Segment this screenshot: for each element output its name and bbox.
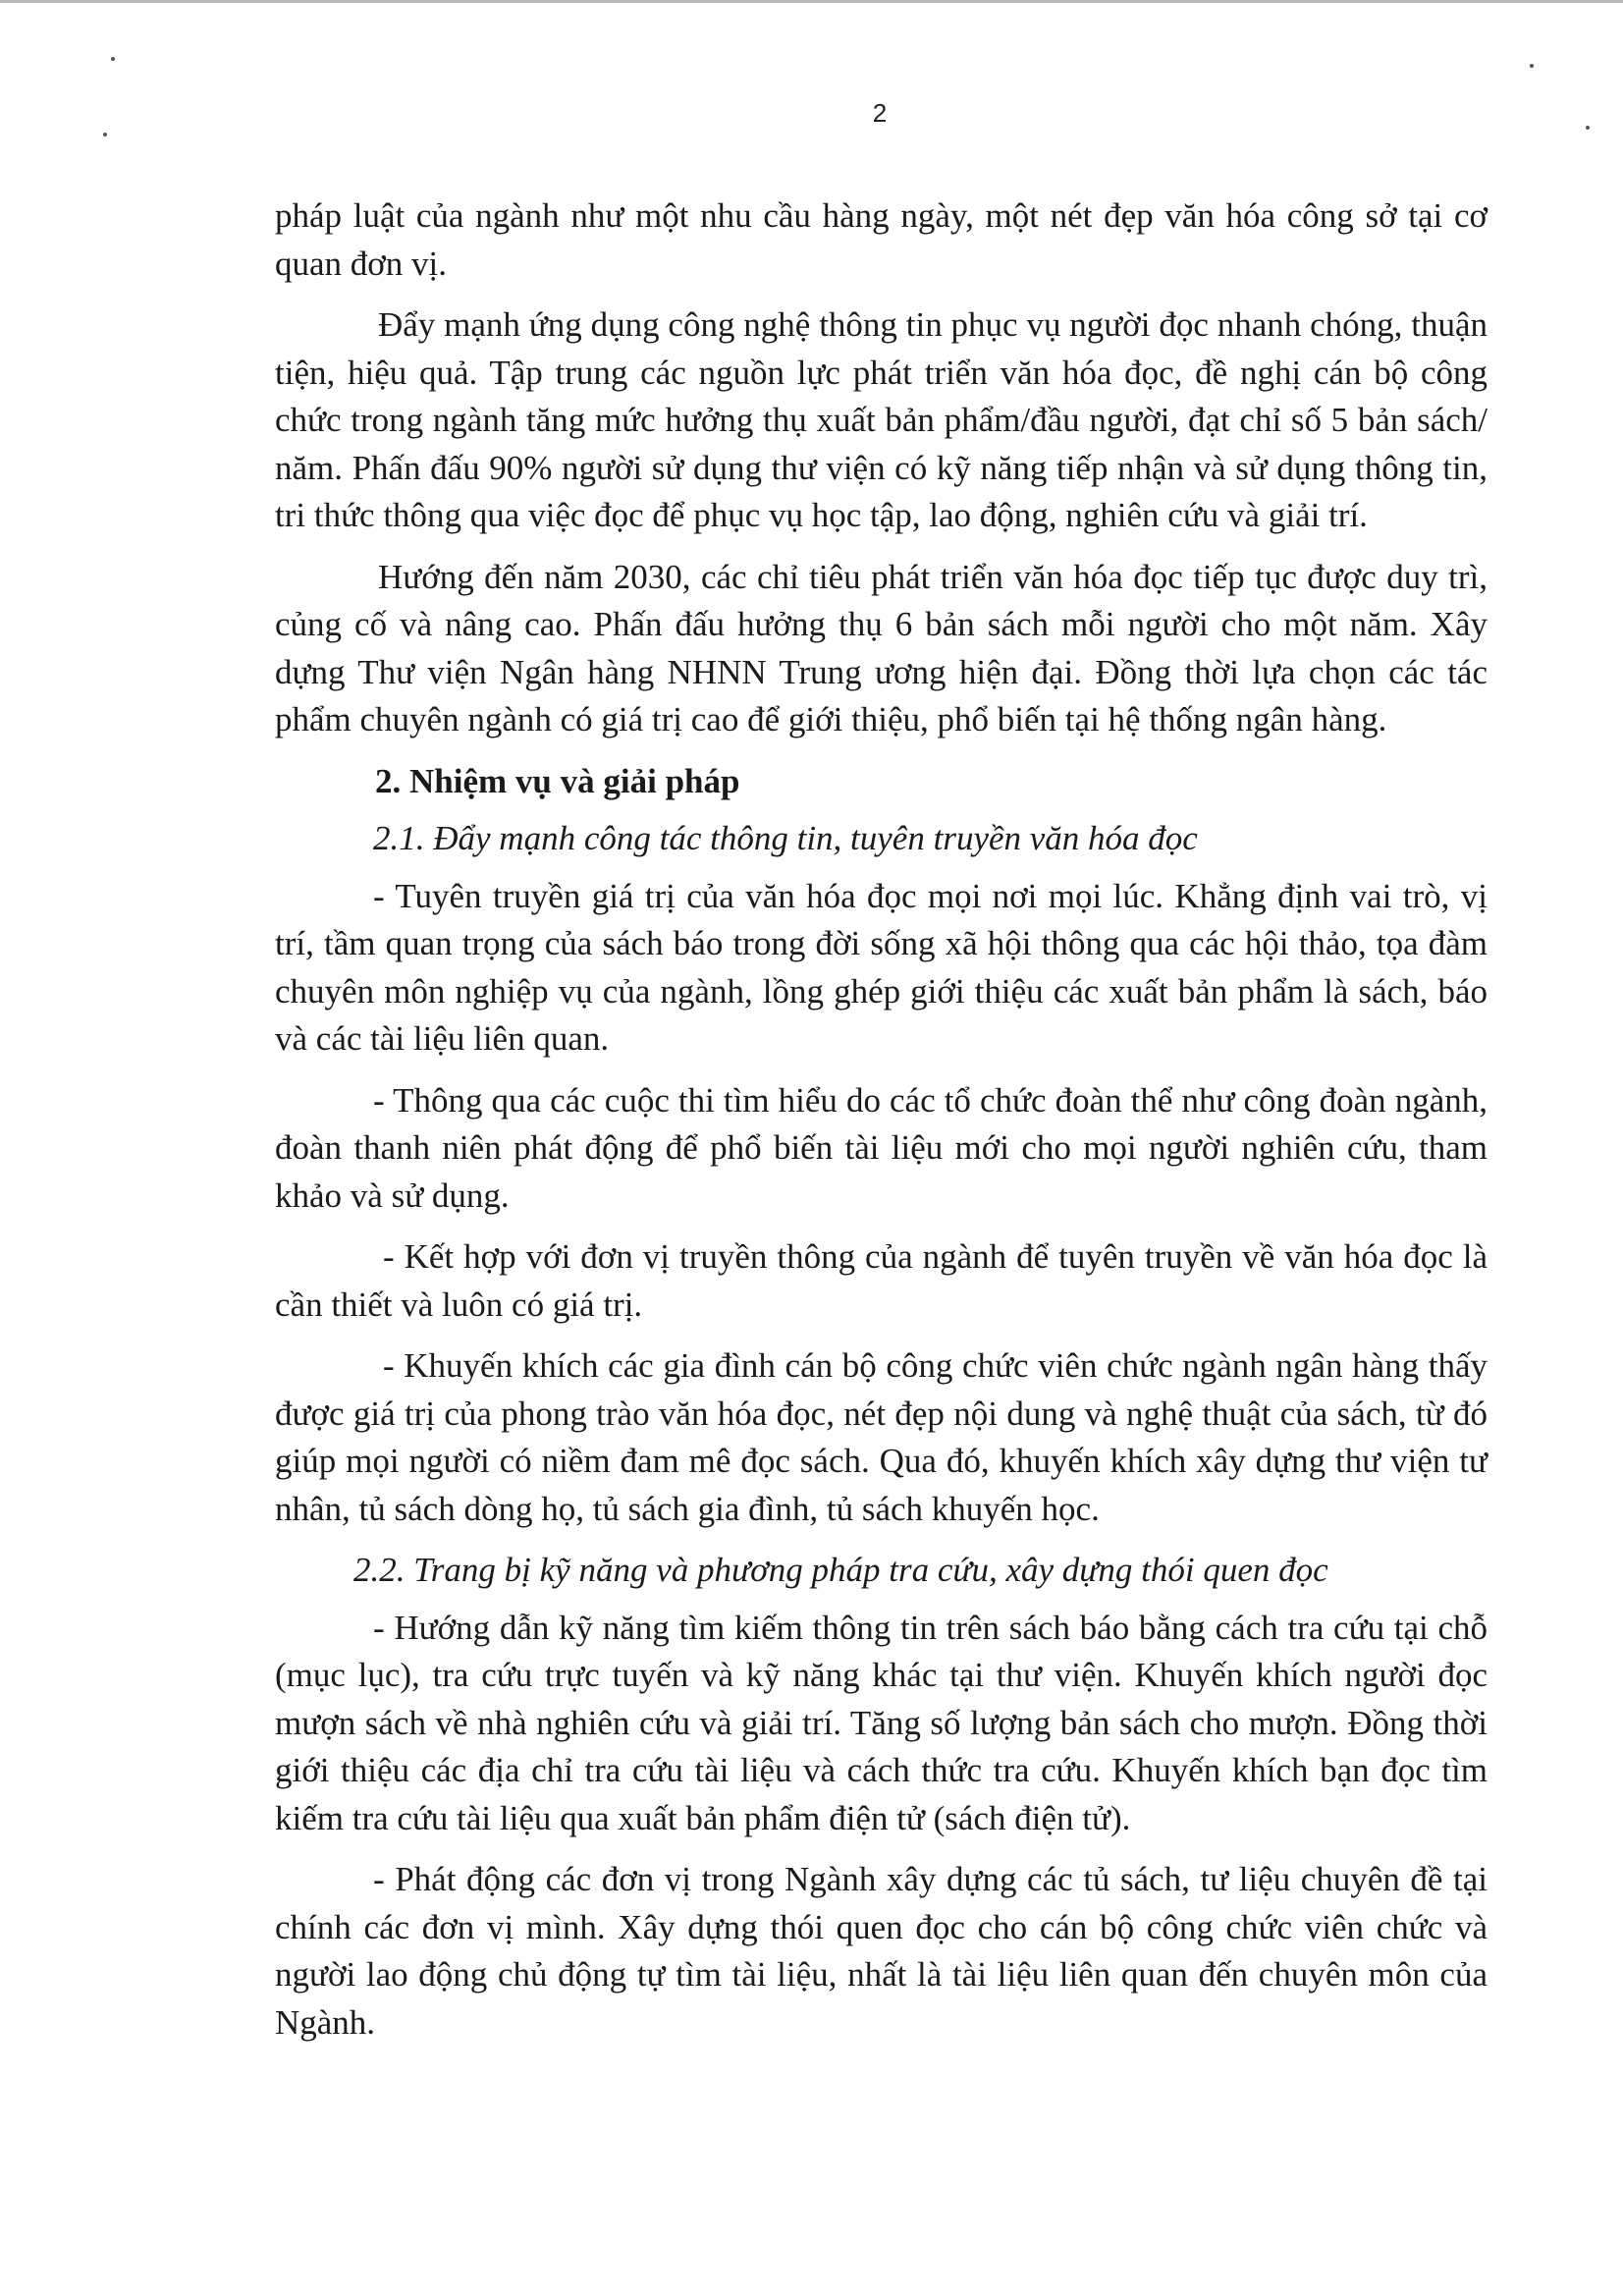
paragraph-bullet-media: - Kết hợp với đơn vị truyền thông của ngành để tuyên truyền về văn hóa đọc là cần thiết và luôn có giá trị.	[275, 1237, 1488, 1324]
subsection-heading-2-2: 2.2. Trang bị kỹ năng và phương pháp tra cứu, xây dựng thói quen đọc	[353, 1551, 1328, 1589]
paragraph-bullet-families: - Khuyến khích các gia đình cán bộ công chức viên chức ngành ngân hàng thấy được giá trị của phong trào văn hóa đọc, nét đẹp nội dung và nghệ thuật của sách, từ đó giúp mọi người có niềm đam mê đọc sách. Qua đó, khuyến khích xây dựng thư viện tư nhân, tủ sách dòng họ, tủ sách gia đình, tủ sách khuyến học.	[275, 1346, 1488, 1528]
scan-speck	[111, 57, 115, 61]
paragraph-continuation: pháp luật của ngành như một nhu cầu hàng ngày, một nét đẹp văn hóa công sở tại cơ quan đơn vị.	[275, 196, 1488, 283]
paragraph-it-application: Đẩy mạnh ứng dụng công nghệ thông tin phục vụ người đọc nhanh chóng, thuận tiện, hiệu quả. Tập trung các nguồn lực phát triển văn hóa đọc, đề nghị cán bộ công chức trong ngành tăng mức hưởng thụ xuất bản phẩm/đầu người, đạt chỉ số 5 bản sách/ năm. Phấn đấu 90% người sử dụng thư viện có kỹ năng tiếp nhận và sử dụng thông tin, tri thức thông qua việc đọc để phục vụ học tập, lao động, nghiên cứu và giải trí.	[275, 305, 1488, 534]
paragraph-bullet-lookup-skills: - Hướng dẫn kỹ năng tìm kiếm thông tin trên sách báo bằng cách tra cứu tại chỗ (mục lục), tra cứu trực tuyến và kỹ năng khác tại thư viện. Khuyến khích người đọc mượn sách về nhà nghiên cứu và giải trí. Tăng số lượng bản sách cho mượn. Đồng thời giới thiệu các địa chỉ tra cứu tài liệu và cách thức tra cứu. Khuyến khích bạn đọc tìm kiếm tra cứu tài liệu qua xuất bản phẩm điện tử (sách điện tử).	[275, 1608, 1488, 1837]
paragraph-bullet-propaganda: - Tuyên truyền giá trị của văn hóa đọc mọi nơi mọi lúc. Khẳng định vai trò, vị trí, tầm quan trọng của sách báo trong đời sống xã hội thông qua các hội thảo, tọa đàm chuyên môn nghiệp vụ của ngành, lồng ghép giới thiệu các xuất bản phẩm là sách, báo và các tài liệu liên quan.	[275, 876, 1488, 1058]
paragraph-bullet-bookshelves: - Phát động các đơn vị trong Ngành xây dựng các tủ sách, tư liệu chuyên đề tại chính các đơn vị mình. Xây dựng thói quen đọc cho cán bộ công chức viên chức và người lao động chủ động tự tìm tài liệu, nhất là tài liệu liên quan đến chuyên môn của Ngành.	[275, 1860, 1488, 2042]
page-number: 2	[872, 98, 888, 128]
paragraph-bullet-contests: - Thông qua các cuộc thi tìm hiểu do các tổ chức đoàn thể như công đoàn ngành, đoàn thanh niên phát động để phổ biến tài liệu mới cho mọi người nghiên cứu, tham khảo và sử dụng.	[275, 1080, 1488, 1215]
document-body	[275, 192, 1488, 2060]
paragraph-2030-targets: Hướng đến năm 2030, các chỉ tiêu phát triển văn hóa đọc tiếp tục được duy trì, củng cố và nâng cao. Phấn đấu hưởng thụ 6 bản sách mỗi người cho một năm. Xây dựng Thư viện Ngân hàng NHNN Trung ương hiện đại. Đồng thời lựa chọn các tác phẩm chuyên ngành có giá trị cao để giới thiệu, phổ biến tại hệ thống ngân hàng.	[275, 557, 1488, 738]
subsection-heading-2-1: 2.1. Đẩy mạnh công tác thông tin, tuyên truyền văn hóa đọc	[373, 819, 1198, 857]
section-heading: 2. Nhiệm vụ và giải pháp	[375, 761, 740, 800]
scan-speck	[1530, 64, 1534, 68]
scan-speck	[103, 133, 107, 137]
scan-top-edge	[0, 0, 1623, 3]
